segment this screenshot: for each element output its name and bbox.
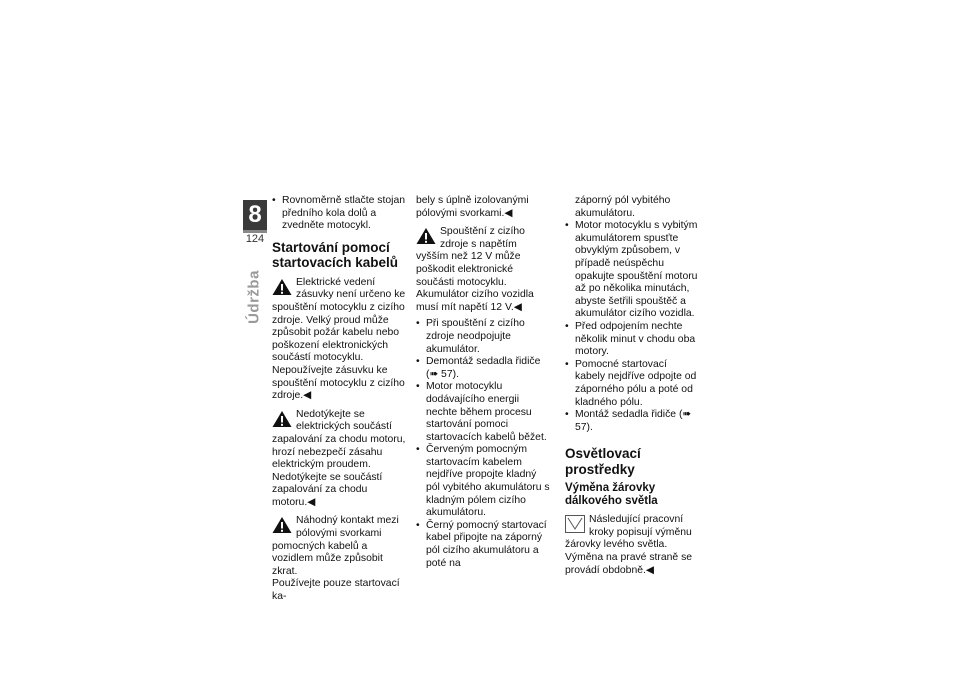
warning-note [416,226,552,314]
warning-note [272,277,406,403]
list-item: • Při spouštění z cizího zdroje neodpojujte akumulátor. [416,318,552,356]
warning-text-continued: Akumulátor cizího vozidla musí mít napětí 12 V.◀ [416,289,534,313]
list-item: • Motor motocyklu s vybitým akumulátorem spusťte obvyklým způsobem, v případě neúspěchu opakujte spouštění motoru až po několika minutách, abyste šetřili spouštěč a akumulátor cizího vozidla. [565,220,699,321]
warning-triangle-icon [416,227,436,245]
column-2 [416,195,552,570]
warning-text-continued: Používejte pouze startovací ka- [272,578,400,603]
section-heading: Osvětlovací prostředky [565,446,641,477]
page-number: 124 [245,233,265,245]
step-list [565,220,699,434]
chapter-title: Údržba [245,270,263,324]
list-item: • Pomocné startovací kabely nejdříve odpojte od záporného pólu a poté od kladného pólu. [565,359,699,409]
warning-text: Nedotýkejte se elektrických součástí zapalování za chodu motoru, hrozí nebezpečí zásahu elektrickým proudem. Nedotýkejte se součástí zapalování za chodu motoru.◀ [272,408,406,508]
warning-triangle-icon [272,410,292,428]
list-item: • Před odpojením nechte několik minut v chodu oba motory. [565,321,699,359]
warning-triangle-icon [272,516,292,534]
chapter-title-tab [239,272,269,322]
list-item: • Motor motocyklu dodávajícího energii nechte během procesu startování pomoci startovacích kabelů běžet. [416,381,552,444]
chapter-number: 8 [243,200,267,230]
info-note [565,514,699,577]
info-note-icon [565,515,585,533]
warning-text: Spouštění z cizího zdroje s napětím vyšším než 12 V může poškodit elektronické součásti motocyklu. [416,226,525,288]
paragraph: bely s úplně izolovanými pólovými svorkami.◀ [416,195,529,219]
section-heading: Startování pomocí startovacích kabelů [272,239,399,271]
subsection-heading: Výměna žárovky dálkového světla [565,482,658,508]
warning-note [272,515,406,603]
list-item: • Červeným pomocným startovacím kabelem nejdříve propojte kladný pól vybitého akumulátoru s kladným pólem cizího akumulátoru. [416,444,552,520]
list-item: • Černý pomocný startovací kabel připojte na záporný pól cizího akumulátoru a poté na [416,520,552,570]
list-item: • Montáž sedadla řidiče (➠ 57). [565,409,699,434]
warning-text: Náhodný kontakt mezi pólovými svorkami pomocných kabelů a vozidlem může způsobit zkrat. [272,515,399,577]
warning-triangle-icon [272,278,292,296]
warning-note [272,409,406,510]
warning-text: Elektrické vedení zásuvky není určeno ke spouštění motocyklu z cizího zdroje. Velký proud může způsobit požár kabelu nebo poškození elektronických součástí motocyklu. Nepoužívejte zásuvku ke spouštění motocyklu z cizího zdroje.◀ [272,276,406,402]
step-list [416,318,552,570]
info-text: Následující pracovní kroky popisují výměnu žárovky levého světla. Výměna na pravé straně se provádí obdobně.◀ [565,514,693,576]
list-item: • Demontáž sedadla řidiče (➠ 57). [416,356,552,381]
list-item: • Rovnoměrně stlačte stojan předního kola dolů a zvedněte motocykl. [272,195,406,233]
column-1 [272,195,406,604]
paragraph: záporný pól vybitého akumulátoru. [575,195,671,219]
column-3 [565,195,699,577]
